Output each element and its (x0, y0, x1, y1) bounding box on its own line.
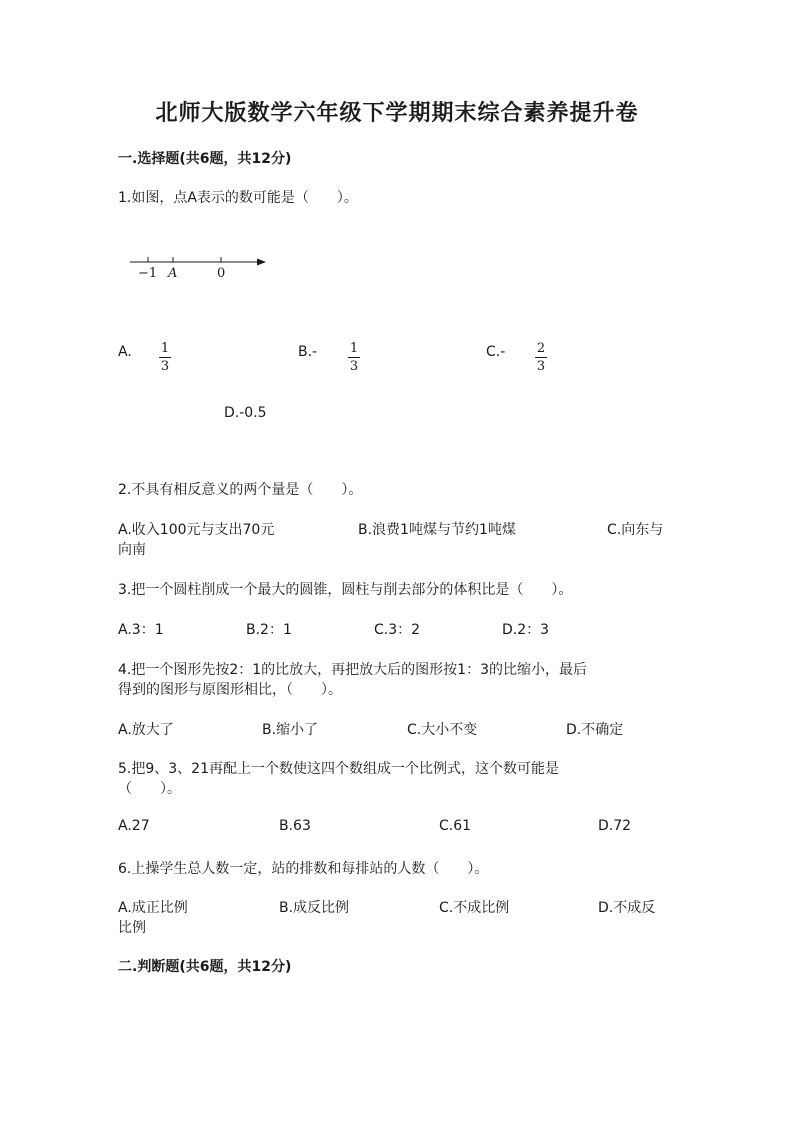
q2-option-c: C.向东与 (607, 522, 664, 538)
question-5-line-2: （ ）。 (118, 781, 181, 797)
q4-option-c: C.大小不变 (407, 722, 478, 738)
q5-option-d: D.72 (598, 818, 632, 834)
fraction-bar (159, 357, 171, 358)
q1-option-b-numerator: 1 (349, 341, 359, 356)
q4-option-b: B.缩小了 (262, 722, 319, 738)
q5-option-c: C.61 (439, 818, 472, 834)
q1-option-c-fraction (535, 341, 547, 374)
q1-option-a-denominator: 3 (160, 359, 170, 374)
q1-option-a-prefix: A. (118, 344, 132, 360)
number-line-arrow (257, 259, 266, 266)
q1-option-c-denominator: 3 (536, 359, 546, 374)
q6-option-b: B.成反比例 (279, 900, 350, 916)
q1-option-c-numerator: 2 (536, 341, 546, 356)
q3-option-c: C.3：2 (374, 622, 421, 638)
q2-option-a: A.收入100元与支出70元 (118, 522, 275, 538)
q1-option-a-numerator: 1 (160, 341, 170, 356)
question-6-text: 6.上操学生总人数一定，站的排数和每排站的人数（ ）。 (118, 861, 489, 877)
q6-option-d: D.不成反 (598, 900, 656, 916)
q4-option-a: A.放大了 (118, 722, 174, 738)
fraction-bar (348, 357, 360, 358)
question-1-text: 1.如图，点A表示的数可能是（ ）。 (118, 190, 358, 206)
q3-option-a: A.3：1 (118, 622, 164, 638)
question-5-line-1: 5.把9、3、21再配上一个数使这四个数组成一个比例式，这个数可能是 (118, 761, 559, 777)
q1-option-b-fraction (348, 341, 360, 374)
question-2-text: 2.不具有相反意义的两个量是（ ）。 (118, 482, 363, 498)
q6-option-d-continued: 比例 (118, 920, 146, 936)
q1-option-b-prefix: B.- (298, 344, 318, 360)
q1-option-a-fraction (159, 341, 171, 374)
q3-option-b: B.2：1 (246, 622, 292, 638)
fraction-bar (535, 357, 547, 358)
q2-option-c-continued: 向南 (118, 542, 146, 558)
section-heading-choice: 一.选择题(共6题，共12分) (118, 151, 292, 167)
q1-option-c-prefix: C.- (486, 344, 506, 360)
label-point-a: A (168, 266, 178, 281)
q3-option-d: D.2：3 (502, 622, 550, 638)
q2-option-b: B.浪费1吨煤与节约1吨煤 (358, 522, 516, 538)
q1-option-d: D.-0.5 (224, 405, 267, 421)
q5-option-a: A.27 (118, 818, 150, 834)
q5-option-b: B.63 (279, 818, 311, 834)
q1-option-b-denominator: 3 (349, 359, 359, 374)
number-line-figure (120, 245, 280, 285)
question-4-line-1: 4.把一个图形先按2：1的比放大，再把放大后的图形按1：3的比缩小，最后 (118, 662, 587, 678)
label-minus-one: −1 (138, 266, 158, 281)
section-heading-true-false: 二.判断题(共6题，共12分) (118, 959, 292, 975)
q4-option-d: D.不确定 (566, 722, 624, 738)
q6-option-a: A.成正比例 (118, 900, 188, 916)
label-zero: 0 (217, 266, 226, 281)
q6-option-c: C.不成比例 (439, 900, 510, 916)
question-3-text: 3.把一个圆柱削成一个最大的圆锥，圆柱与削去部分的体积比是（ ）。 (118, 582, 573, 598)
page-title: 北师大版数学六年级下学期期末综合素养提升卷 (155, 100, 639, 126)
question-4-line-2: 得到的图形与原图形相比，（ ）。 (118, 682, 342, 698)
